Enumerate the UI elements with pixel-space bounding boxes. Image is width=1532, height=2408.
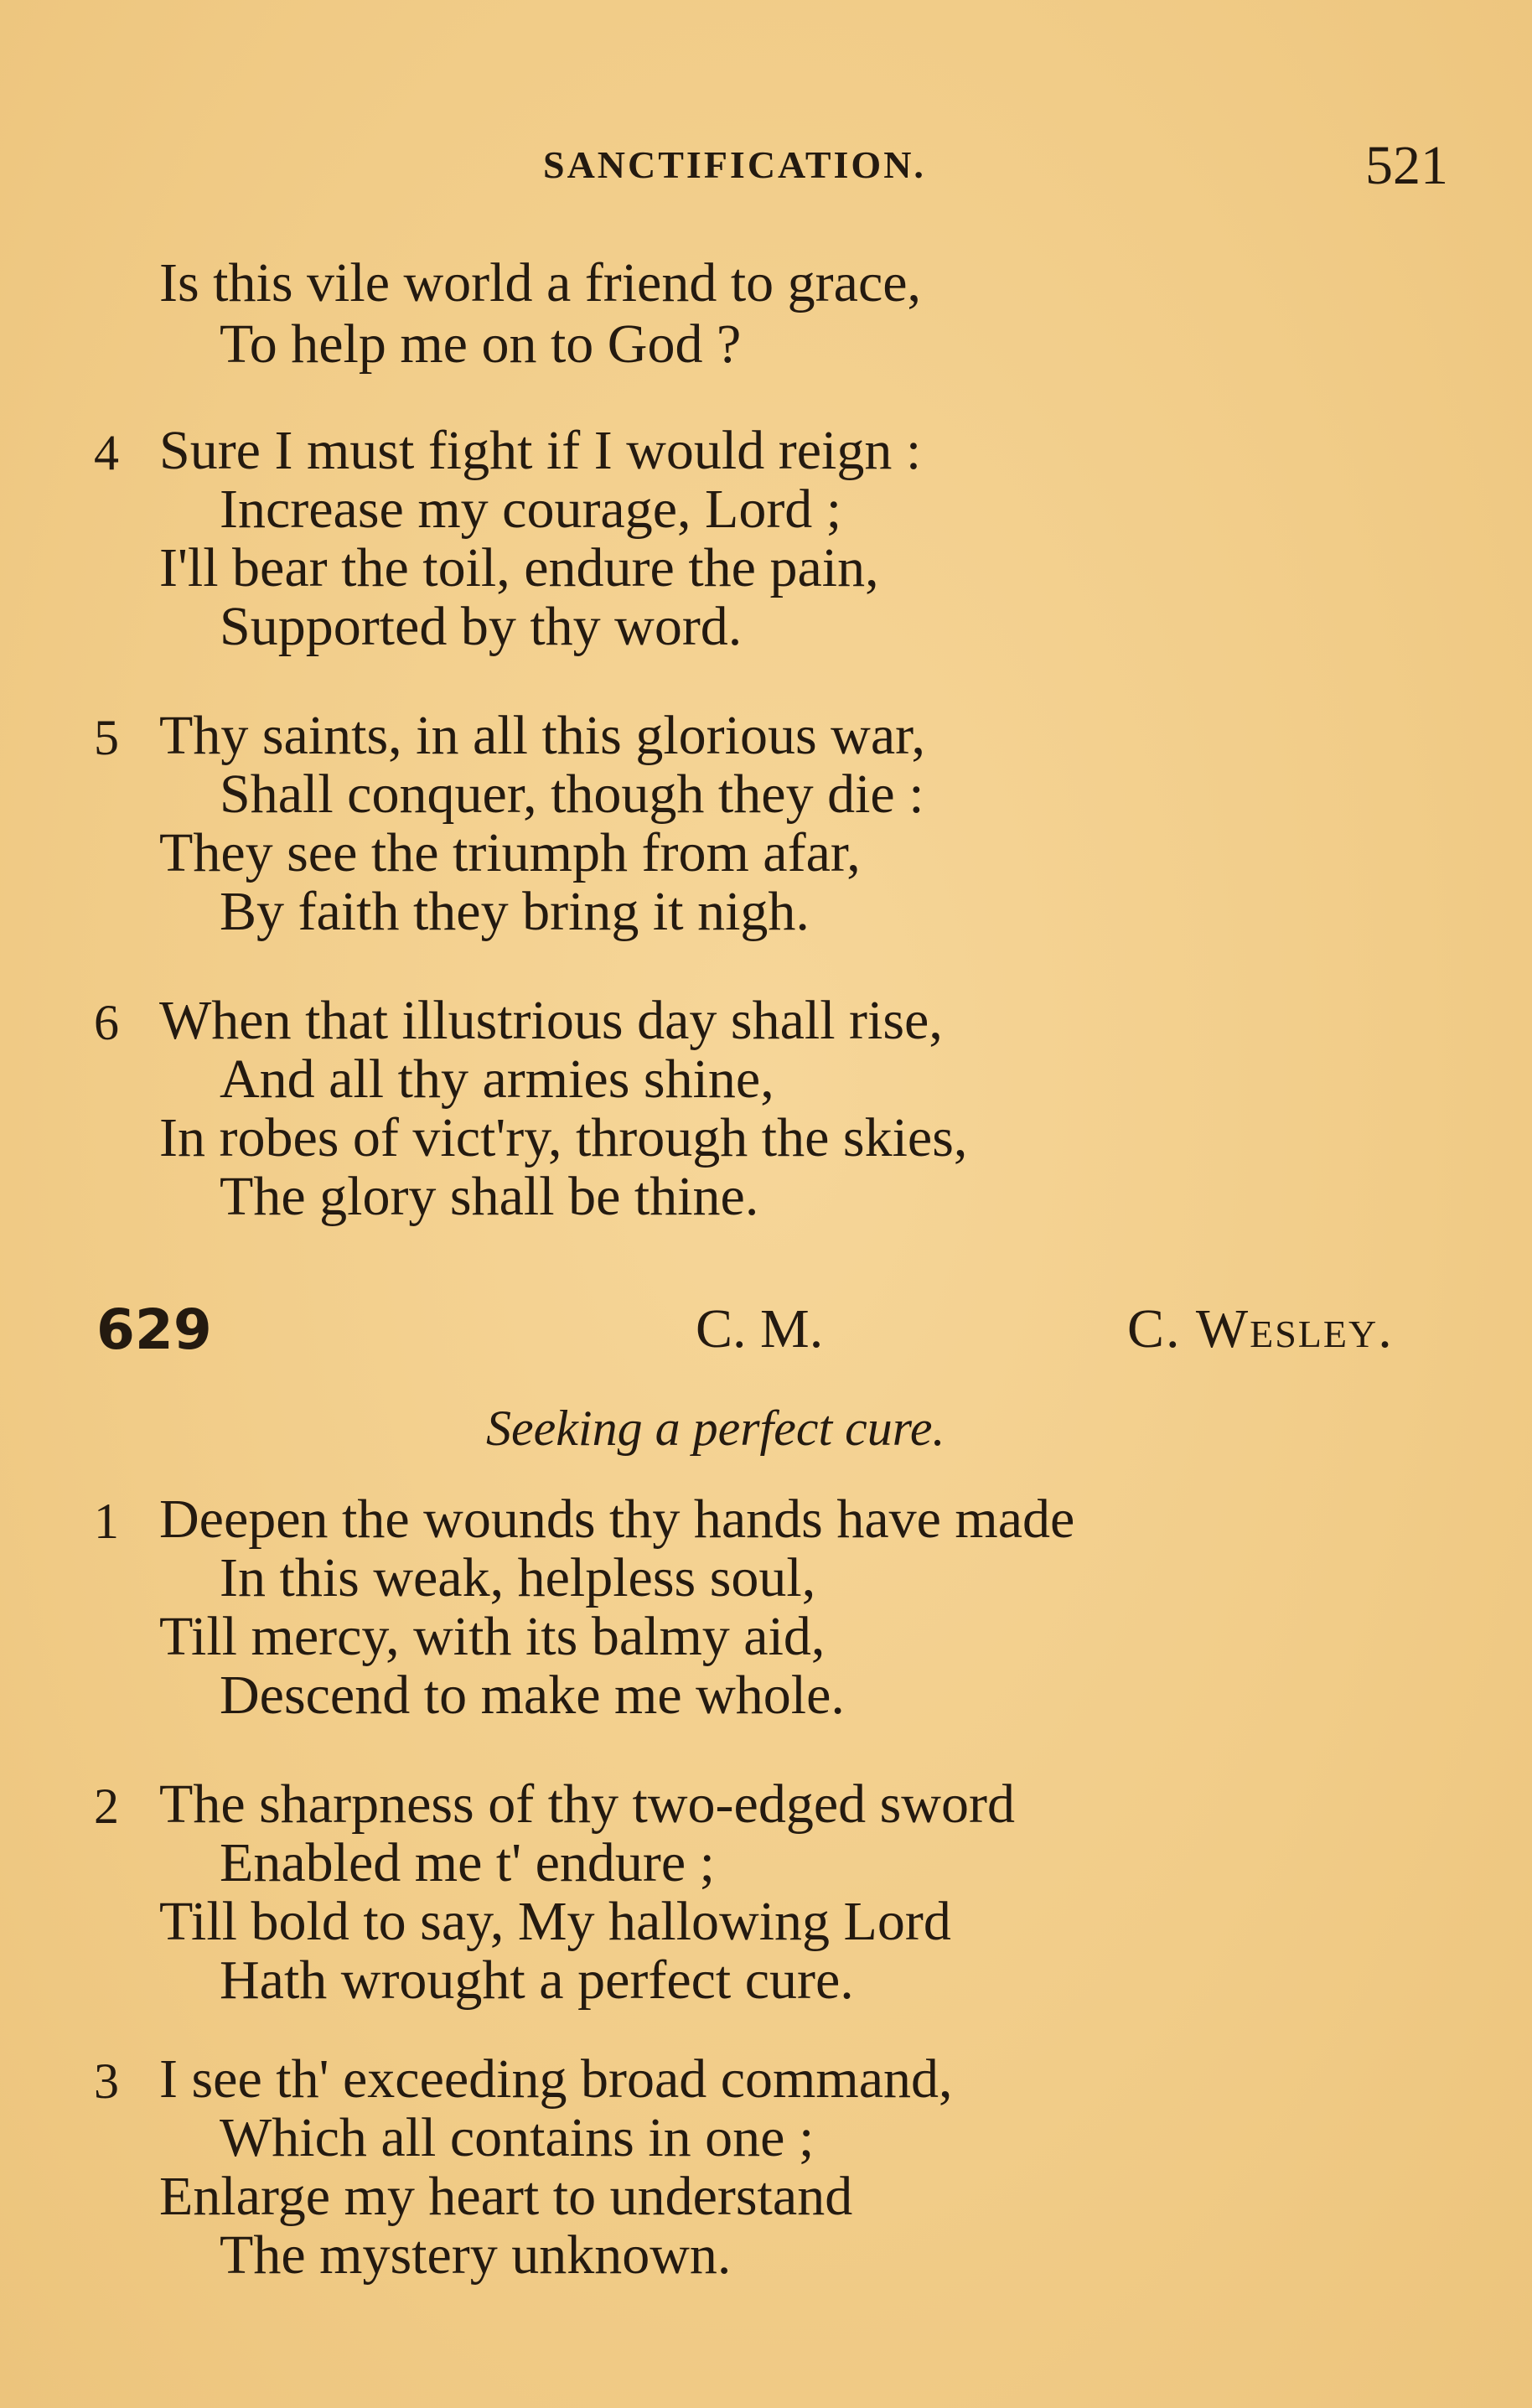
hymn-author: C. Wesley. [1127,1298,1394,1359]
verse-line: Descend to make me whole. [220,1665,845,1726]
verse-line: I see th' exceeding broad command, [159,2048,953,2110]
page-number: 521 [1365,135,1448,196]
verse-line: Thy saints, in all this glorious war, [159,705,925,766]
verse-line: Increase my courage, Lord ; [220,479,842,540]
verse-line: I'll bear the toil, endure the pain, [159,537,879,598]
verse-line: Deepen the wounds thy hands have made [159,1489,1075,1550]
verse-number: 5 [94,710,119,765]
verse-number: 3 [94,2053,119,2109]
verse-line: In robes of vict'ry, through the skies, [159,1107,968,1168]
hymn-number: 629 [96,1297,212,1362]
verse-number: 1 [94,1494,119,1549]
verse-line: The mystery unknown. [220,2224,732,2286]
verse-line: When that illustrious day shall rise, [159,990,943,1051]
verse-line: To help me on to God ? [220,313,742,375]
verse-number: 6 [94,995,119,1050]
verse-line: Enabled me t' endure ; [220,1832,716,1893]
hymn-meter: C. M. [696,1298,824,1359]
running-head [0,134,1532,196]
hymn-header [0,1297,1532,1365]
verse-line: Till mercy, with its balmy aid, [159,1606,826,1667]
verse-line: The sharpness of thy two-edged sword [159,1774,1015,1835]
verse-number: 4 [94,425,119,480]
verse-line: Is this vile world a friend to grace, [159,252,922,313]
verse-line: In this weak, helpless soul, [220,1547,816,1608]
verse-line: Hath wrought a perfect cure. [220,1950,854,2011]
verse-line: And all thy armies shine, [220,1049,774,1110]
verse-number: 2 [94,1779,119,1834]
verse-line: Supported by thy word. [220,596,743,657]
running-title: SANCTIFICATION. [543,143,926,186]
verse-line: Shall conquer, though they die : [220,764,924,825]
verse-line: By faith they bring it nigh. [220,881,810,942]
verse-line: Enlarge my heart to understand [159,2166,853,2227]
verse-line: The glory shall be thine. [220,1166,759,1227]
verse-line: Till bold to say, My hallowing Lord [159,1891,951,1952]
verse-line: Sure I must fight if I would reign : [159,420,922,481]
verse-line: Which all contains in one ; [220,2107,815,2168]
verse-line: They see the triumph from afar, [159,822,861,883]
hymn-subtitle: Seeking a perfect cure. [486,1401,945,1456]
